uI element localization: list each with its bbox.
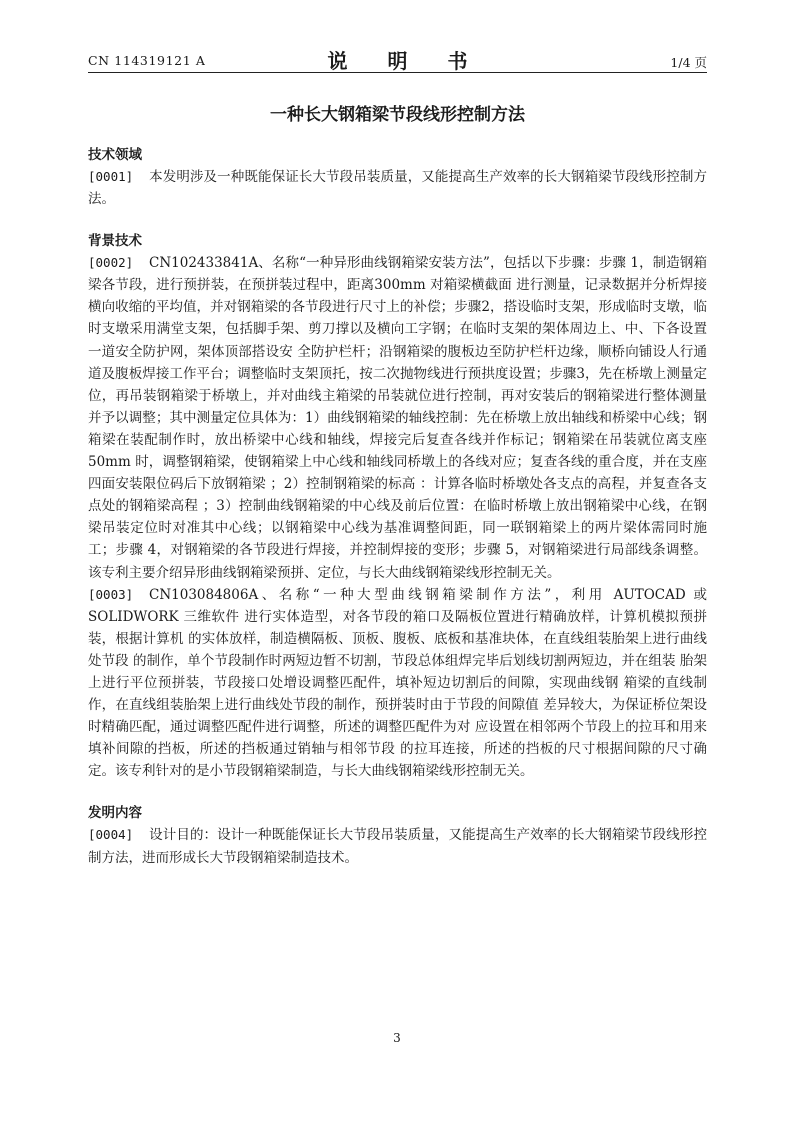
paragraph-0002 (88, 252, 707, 583)
section-spacer (88, 210, 707, 230)
paragraph-number: [0004] (88, 827, 134, 843)
document-title: 一种长大钢箱梁节段线形控制方法 (270, 105, 525, 125)
paragraph-0001 (88, 166, 707, 210)
paragraph-number: [0003] (88, 586, 134, 602)
paragraph-number: [0001] (88, 169, 134, 184)
section-spacer (88, 782, 707, 802)
page-footer-number: 3 (393, 1031, 401, 1045)
paragraph-text: CN103084806A、名称“一种大型曲线钢箱梁制作方法”，利用 AUTOCAD 或 SOLIDWORK 三维软件 进行实体造型，对各节段的箱口及隔板位置进行精确放样，计算机模拟预拼装，根据计算机 的实体放样，制造横隔板、顶板、腹板、底板和基准块体，在直线组装胎架上进行曲线处节段 的制作，单个节段制作时两短边暂不切割，节段总体组焊完毕后划线切割两短边，并在组装 胎架上进行平位预拼装，节段接口处增设调整匹配件，填补短边切割后的间隙，实现曲线钢 箱梁的直线制作，在直线组装胎架上进行曲线处节段的制作，预拼装时由于节段的间隙值 差异较大，为保证桥位架设时精确匹配，通过调整匹配件进行调整，所述的调整匹配件为对 应设置在相邻两个节段上的拉耳和用来填补间隙的挡板，所述的挡板通过销轴与相邻节段 的拉耳连接，所述的挡板的尺寸根据间隙的尺寸确定。该专利针对的是小节段钢箱梁制造，与长大曲线钢箱梁线形控制无关。 (88, 586, 707, 780)
publication-number: CN 114319121 A (88, 53, 206, 68)
section-heading-background: 背景技术 (88, 233, 142, 250)
paragraph-number: [0002] (88, 255, 134, 271)
paragraph-text: 设计目的：设计一种既能保证长大节段吊装质量，又能提高生产效率的长大钢箱梁节段线形控制方法，进而形成长大节段钢箱梁制造技术。 (88, 827, 707, 866)
paragraph-text: 本发明涉及一种既能保证长大节段吊装质量，又能提高生产效率的长大钢箱梁节段线形控制方法。 (88, 169, 707, 208)
paragraph-0004 (88, 824, 707, 868)
paragraph-text: CN102433841A、名称“一种异形曲线钢箱梁安装方法”，包括以下步骤：步骤 1，制造钢箱梁各节段，进行预拼装，在预拼装过程中，距离300mm 对箱梁横截面 进行测量，记录数据并分析焊接横向收缩的平均值，并对钢箱梁的各节段进行尺寸上的补偿；步骤2，搭设临时支架，形成临时支墩，临时支墩采用满堂支架，包括脚手架、剪刀撑以及横向工字钢；在临时支架的架体周边上、中、下各设置一道安全防护网，架体顶部搭设安 全防护栏杆；沿钢箱梁的腹板边至防护栏杆边缘，顺桥向铺设人行通道及腹板焊接工作平台；调整临时支架顶托，按二次抛物线进行预拱度设置；步骤3，先在桥墩上测量定位，再吊装钢箱梁于桥墩上，并对曲线主箱梁的吊装就位进行控制，再对安装后的钢箱梁进行整体测量并予以调整；其中测量定位具体为：1）曲线钢箱梁的轴线控制：先在桥墩上放出轴线和桥梁中心线；钢箱梁在装配制作时，放出桥梁中心线和轴线，焊接完后复查各线并作标记；钢箱梁在吊装就位离支座50mm 时，调整钢箱梁，使钢箱梁上中心线和轴线同桥墩上的各线对应；复查各线的重合度，并在支座四面安装限位码后下放钢箱梁 ；2）控制钢箱梁的标高 ：计算各临时桥墩处各支点的高程，并复查各支点处的钢箱梁高程 ；3）控制曲线钢箱梁的中心线及前后位置：在临时桥墩上放出钢箱梁中心线，在钢梁吊装定位时对准其中心线；以钢箱梁中心线为基准调整间距，同一联钢箱梁上的两片梁体需同时施工；步骤 4，对钢箱梁的各节段进行焊接，并控制焊接的变形；步骤 5，对钢箱梁进行局部线条调整。该专利主要介绍异形曲线钢箱梁预拼、定位，与长大曲线钢箱梁线形控制无关。 (88, 255, 707, 581)
header-divider (88, 72, 707, 73)
section-heading-technical-field: 技术领域 (88, 147, 142, 163)
section-heading-invention-content: 发明内容 (88, 805, 142, 822)
page-header (88, 44, 707, 74)
page-indicator: 1/4 页 (670, 55, 707, 70)
paragraph-0003 (88, 584, 707, 783)
document-body (88, 144, 707, 869)
document-type-label: 说 明 书 (327, 49, 478, 73)
